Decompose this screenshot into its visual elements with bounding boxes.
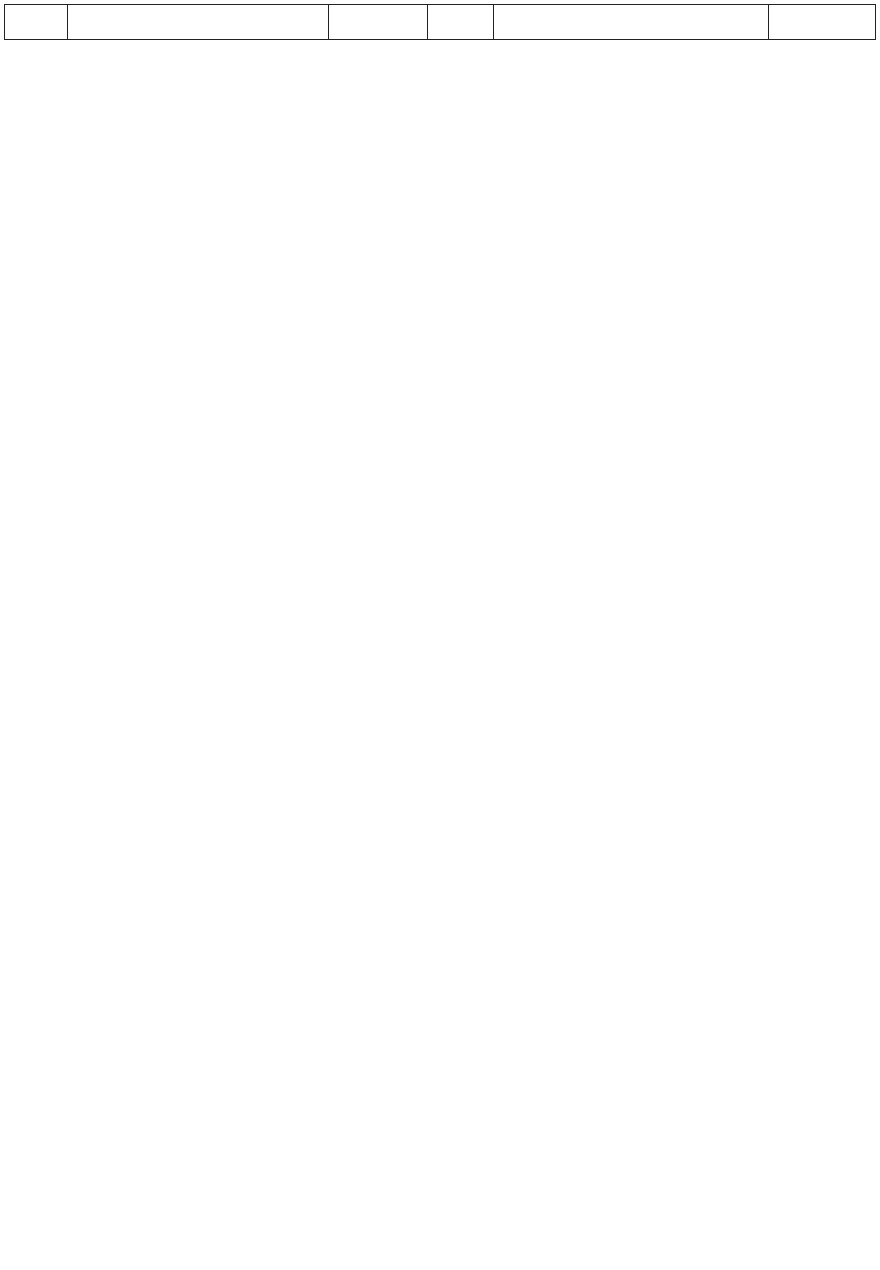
header-right-category: [769, 5, 876, 40]
majors-table: [4, 4, 876, 40]
header-left-category: [329, 5, 428, 40]
header-right-major: [494, 5, 769, 40]
header-left-number: [5, 5, 68, 40]
document-page: [4, 4, 875, 40]
header-left-major: [68, 5, 329, 40]
header-right-number: [428, 5, 494, 40]
header-row: [5, 5, 876, 40]
